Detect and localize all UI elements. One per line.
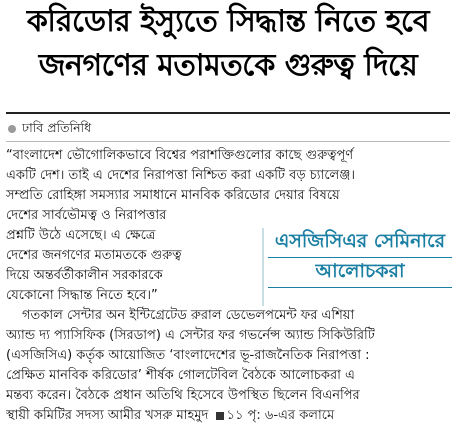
byline-rule	[6, 141, 450, 142]
body-line: অ্যান্ড দ্য প্যাসিফিক (সিরডাপ) এ সেন্টার ফর গভর্নেন্স অ্যান্ড সিকিউরিটি	[6, 328, 375, 343]
body-line: যেকোনো সিদ্ধান্ত নিতে হবে।”	[6, 288, 158, 303]
body-line: মন্তব্য করেন। বৈঠকে প্রধান অতিথি হিসেবে উপস্থিত ছিলেন বিএনপির	[6, 388, 360, 403]
body-line: গতকাল সেন্টার অন ইন্টিগ্রেটেড রুরাল ডেভেলপমেন্ট ফর এশিয়া	[22, 308, 355, 323]
byline-text: ঢাবি প্রতিনিধি	[22, 120, 92, 135]
continuation-note	[213, 408, 335, 423]
body-line-last	[6, 406, 450, 425]
body-line: একটি দেশ। তাই এ দেশের নিরাপত্তা নিশ্চিত করা একটি বড় চ্যালেঞ্জ।	[6, 168, 355, 183]
body-line: “বাংলাদেশ ভৌগোলিকভাবে বিশ্বের পরাশক্তিগুলোর কাছে গুরুত্বপূর্ণ	[6, 148, 354, 163]
headline-line-2: জনগণের মতামতকে গুরুত্ব দিয়ে	[38, 48, 418, 83]
body-line: দিয়ে অন্তর্বর্তীকালীন সরকারকে	[6, 268, 163, 283]
byline	[8, 120, 91, 140]
bullet-icon	[8, 125, 16, 133]
headline-line-1: করিডোর ইস্যুতে সিদ্ধান্ত নিতে হবে	[26, 4, 430, 39]
body-line: প্রেক্ষিত মানবিক করিডোর’ শীর্ষক গোলটেবিল বৈঠকে আলোচকরা এ	[6, 368, 355, 383]
body-line: প্রশ্নটি উঠে এসেছে। এ ক্ষেত্রে	[6, 228, 156, 243]
body-line: (এসজিসিএ) কর্তৃক আয়োজিত ‘বাংলাদেশের ভূ-রাজনৈতিক নিরাপত্তা :	[6, 348, 370, 363]
callout-box	[262, 228, 452, 306]
callout-line-1: এসজিসিএর সেমিনারে	[268, 228, 452, 258]
body-line: দেশের জনগণের মতামতকে গুরুত্ব	[6, 248, 182, 263]
callout-line-2: আলোচকরা	[268, 258, 452, 288]
body-line: দেশের সার্বভৌমত্ব ও নিরাপত্তার	[6, 208, 167, 223]
body-text: স্থায়ী কমিটির সদস্য আমীর খসরু মাহমুদ	[6, 408, 209, 423]
continuation-text: ১১ পৃ: ৬-এর কলামে	[226, 408, 335, 423]
headline-rule	[6, 112, 450, 114]
square-icon	[216, 412, 224, 420]
body-line: সম্প্রতি রোহিঙ্গা সমস্যার সমাধানে মানবিক করিডোর দেয়ার বিষয়ে	[6, 188, 340, 203]
